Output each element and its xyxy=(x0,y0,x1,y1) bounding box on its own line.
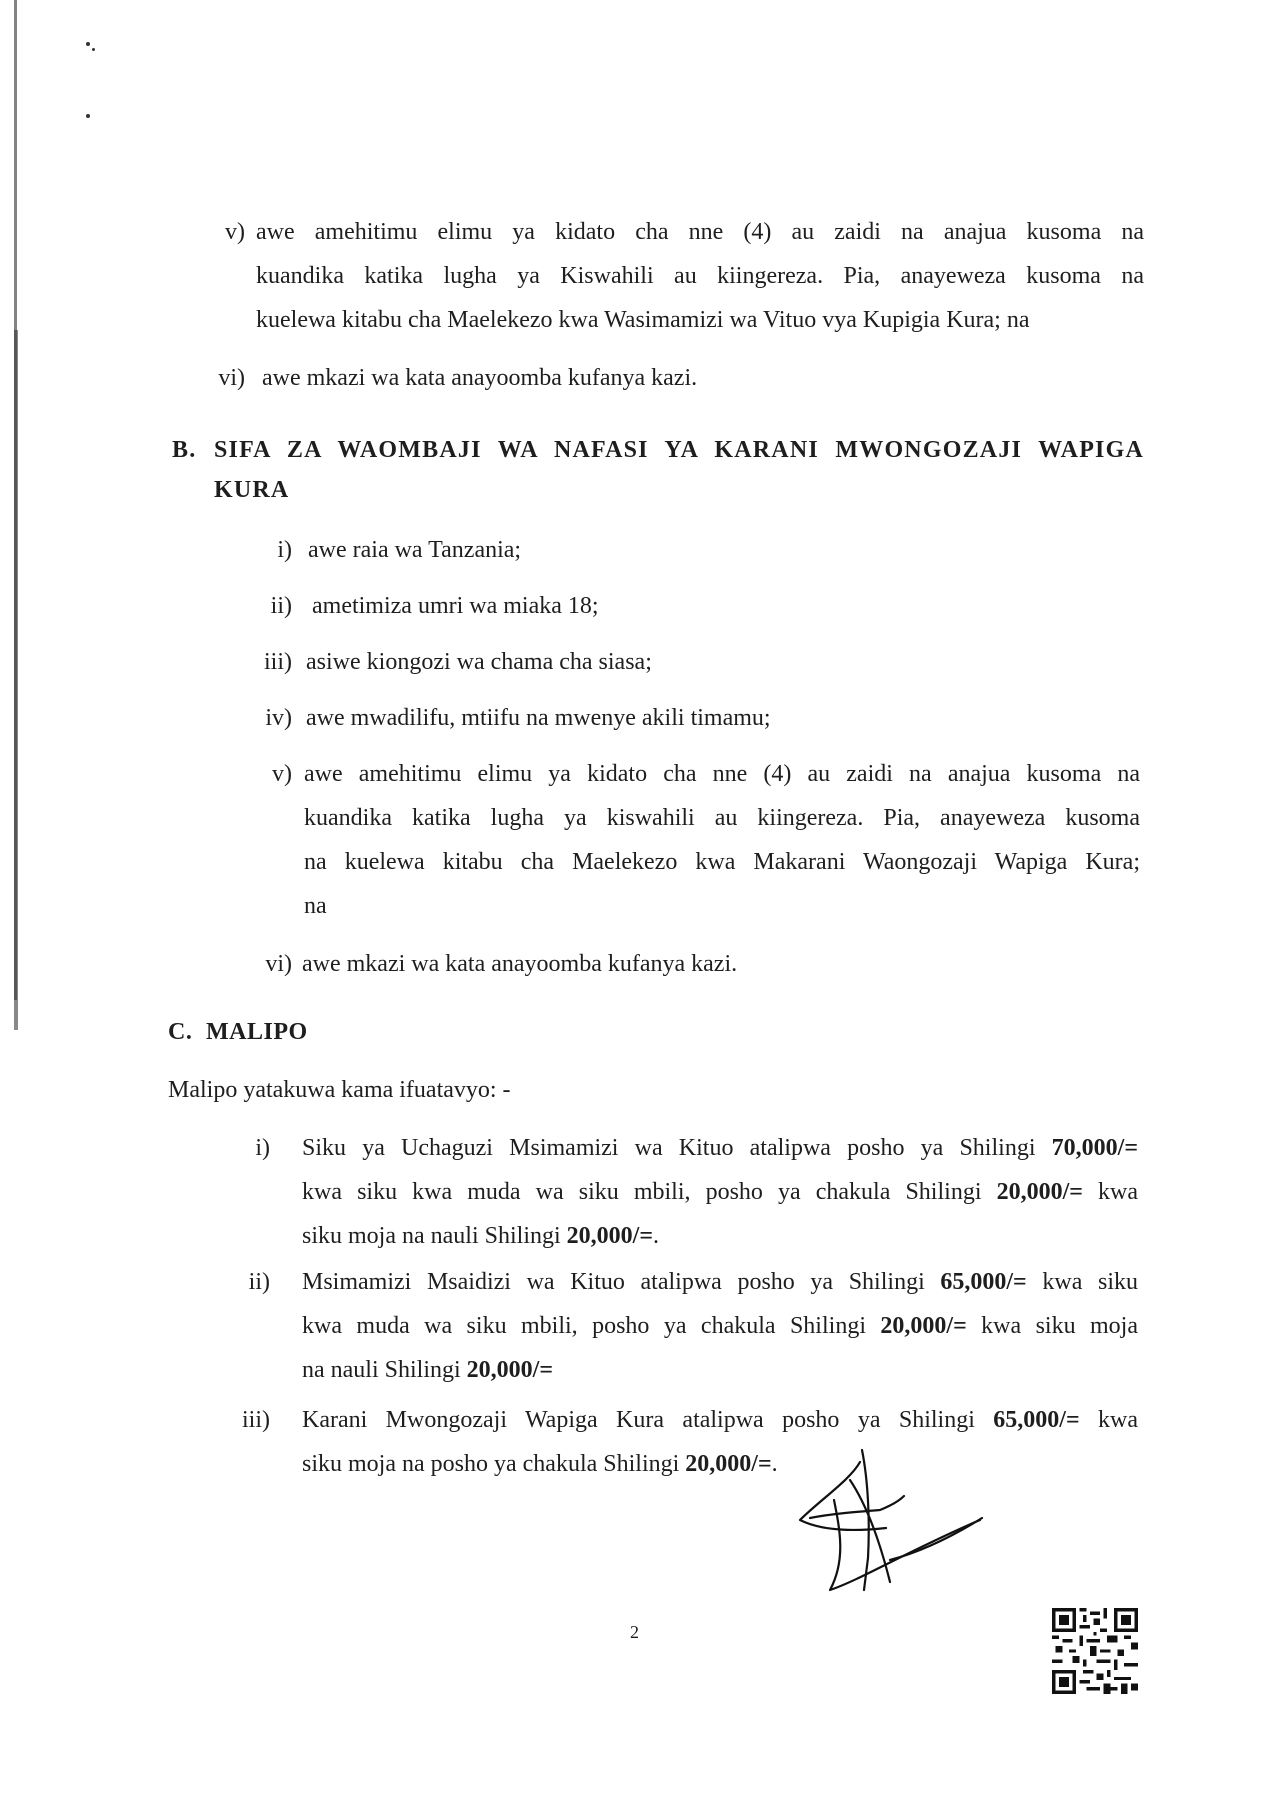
list-marker: vi) xyxy=(265,951,292,977)
amount: 20,000/= xyxy=(566,1223,653,1249)
scan-edge-shadow xyxy=(14,330,18,1030)
amount: 65,000/= xyxy=(940,1269,1027,1295)
list-marker: iii) xyxy=(264,649,292,675)
list-item-text: Msimamizi Msaidizi wa Kituo atalipwa posho ya Shilingi 65,000/= kwa siku xyxy=(302,1269,1138,1295)
list-marker: ii) xyxy=(270,593,292,619)
list-marker: iii) xyxy=(242,1407,270,1433)
list-marker: vi) xyxy=(218,365,245,391)
section-label: B. xyxy=(172,437,197,463)
scan-speck xyxy=(86,42,90,46)
list-item-text: awe mkazi wa kata anayoomba kufanya kazi. xyxy=(302,951,738,977)
list-item-text: asiwe kiongozi wa chama cha siasa; xyxy=(306,649,652,675)
list-marker: i) xyxy=(277,537,292,563)
signature-image xyxy=(790,1440,990,1600)
list-marker: i) xyxy=(255,1135,270,1161)
list-item-text: awe amehitimu elimu ya kidato cha nne (4) au zaidi na anajua kusoma na xyxy=(256,219,1144,245)
scan-speck xyxy=(92,48,95,51)
section-intro: Malipo yatakuwa kama ifuatavyo: - xyxy=(168,1077,511,1103)
section-title: MALIPO xyxy=(206,1019,308,1045)
list-item-text: awe raia wa Tanzania; xyxy=(308,537,522,563)
list-item-text: ametimiza umri wa miaka 18; xyxy=(312,593,599,619)
list-item-text: awe mkazi wa kata anayoomba kufanya kazi. xyxy=(262,365,698,391)
amount: 20,000/= xyxy=(685,1451,772,1477)
amount: 20,000/= xyxy=(880,1313,967,1339)
qr-code-icon xyxy=(1052,1608,1138,1694)
list-item-text: awe mwadilifu, mtiifu na mwenye akili timamu; xyxy=(306,705,771,731)
amount: 20,000/= xyxy=(466,1357,554,1383)
section-title: SIFA ZA WAOMBAJI WA NAFASI YA KARANI MWONGOZAJI WAPIGA xyxy=(214,437,1144,463)
amount: 70,000/= xyxy=(1051,1135,1138,1161)
list-marker: v) xyxy=(225,219,245,245)
list-item-text: awe amehitimu elimu ya kidato cha nne (4) au zaidi na anajua kusoma na xyxy=(304,761,1140,787)
page-number: 2 xyxy=(630,1622,639,1642)
amount: 65,000/= xyxy=(993,1407,1080,1433)
section-title-continued: KURA xyxy=(214,477,290,503)
amount: 20,000/= xyxy=(996,1179,1083,1205)
list-item-text: Siku ya Uchaguzi Msimamizi wa Kituo atalipwa posho ya Shilingi 70,000/= xyxy=(302,1135,1138,1161)
list-item-text: Karani Mwongozaji Wapiga Kura atalipwa posho ya Shilingi 65,000/= kwa xyxy=(302,1407,1138,1433)
list-marker: v) xyxy=(272,761,292,787)
list-marker: ii) xyxy=(248,1269,270,1295)
section-label: C. xyxy=(168,1019,193,1045)
list-marker: iv) xyxy=(265,705,292,731)
scan-speck xyxy=(86,114,90,118)
